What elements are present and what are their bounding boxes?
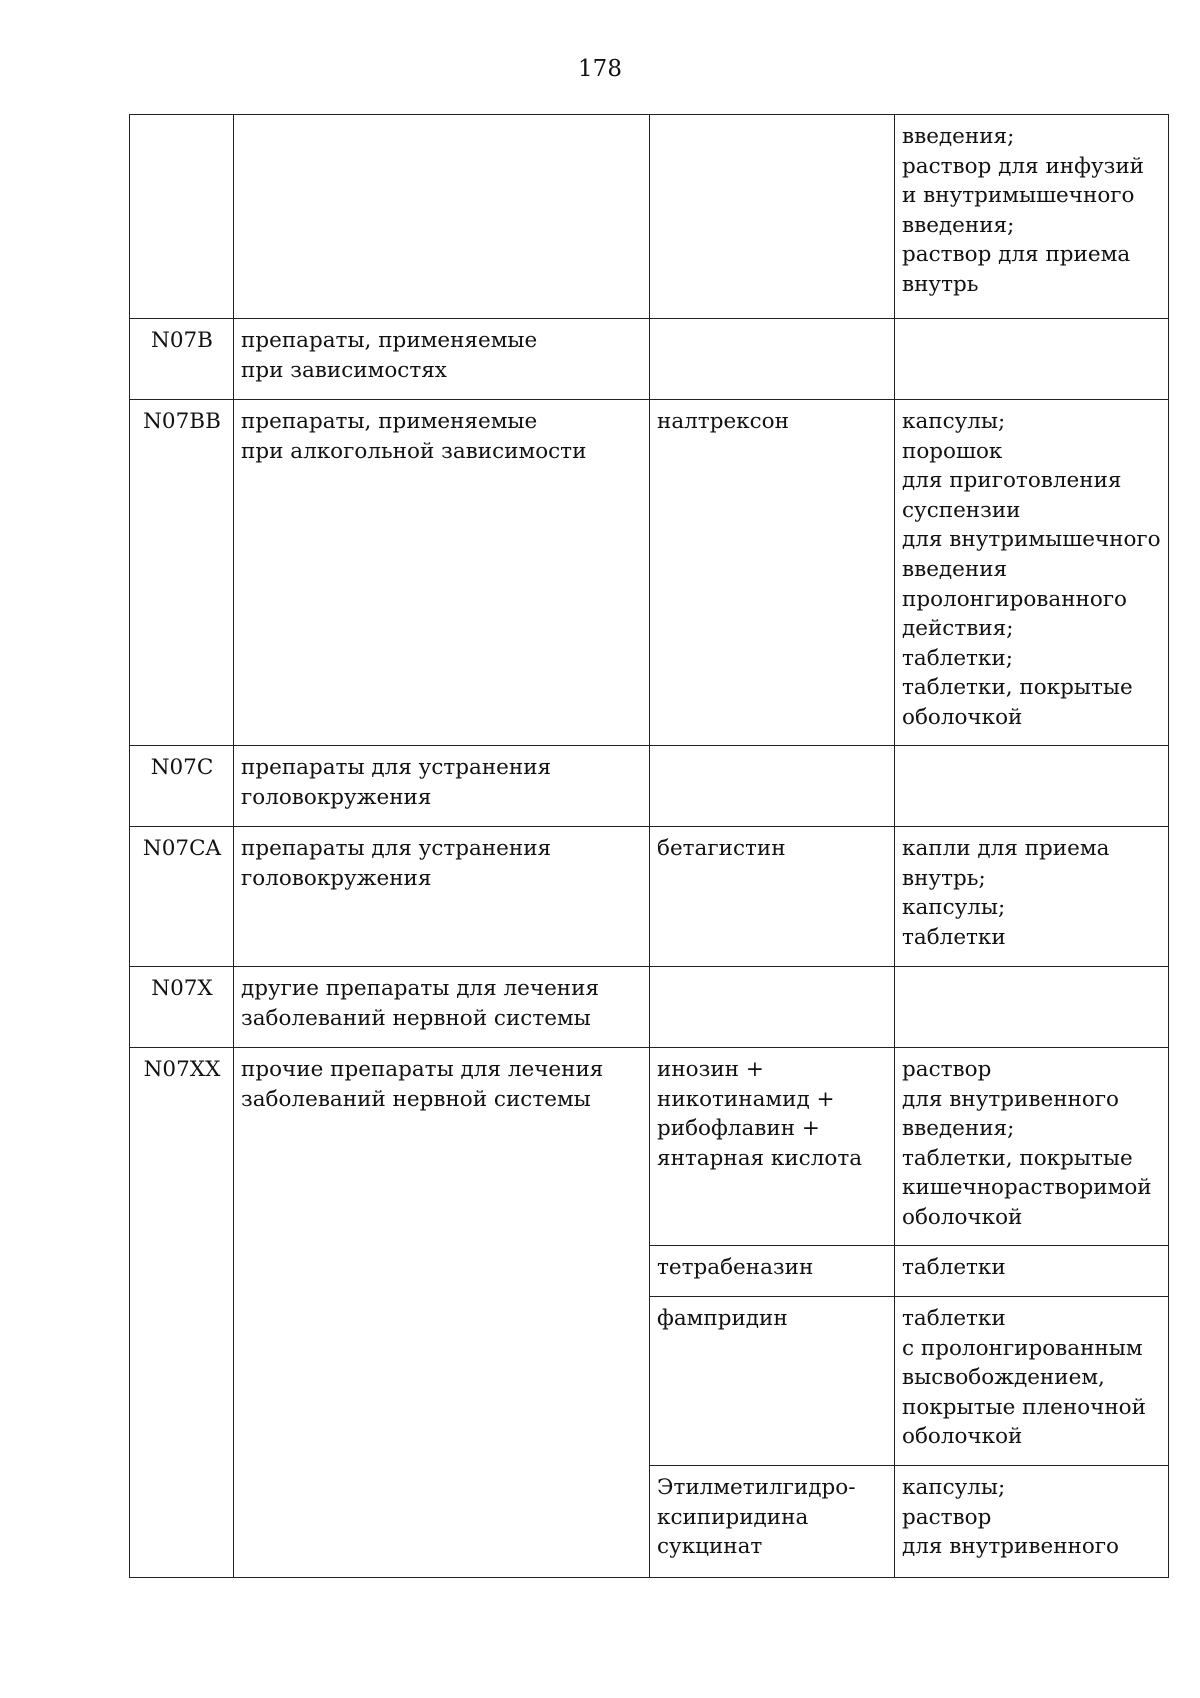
group-line: другие препараты для лечения	[241, 976, 600, 1001]
group-line: при алкогольной зависимости	[241, 438, 587, 464]
dosage-form-cell	[895, 115, 1169, 319]
drug-cell	[650, 746, 895, 827]
dosage-form-line: таблетки, покрытые	[902, 1145, 1133, 1171]
dosage-form-line: кишечнорастворимой	[902, 1175, 1152, 1201]
drug-cell	[650, 827, 895, 967]
dosage-form-cell	[895, 1048, 1169, 1246]
dosage-form-line: для приготовления	[902, 468, 1122, 494]
atc-code-cell: N07XX	[130, 1048, 234, 1578]
dosage-form-line: пролонгированного	[902, 586, 1128, 612]
atc-code-cell: N07CA	[130, 827, 234, 967]
drug-name-line: тетрабеназин	[657, 1255, 814, 1280]
drug-name-line: инозин +	[657, 1057, 764, 1082]
group-line: препараты, применяемые	[241, 328, 538, 353]
dosage-form-line: таблетки	[902, 1255, 1006, 1280]
group-line: головокружения	[241, 865, 432, 891]
dosage-form-cell	[895, 1246, 1169, 1297]
dosage-form-cell	[895, 967, 1169, 1048]
table-row	[130, 400, 1169, 746]
group-line: при зависимостях	[241, 357, 447, 383]
dosage-form-line: введения;	[902, 212, 1015, 238]
drug-cell	[650, 1048, 895, 1246]
group-line: препараты, применяемые	[241, 409, 538, 434]
dosage-form-line: внутрь	[902, 271, 979, 297]
dosage-form-line: капсулы;	[902, 409, 1006, 434]
drug-cell	[650, 1297, 895, 1466]
drug-table	[129, 114, 1169, 1578]
atc-code-cell: N07B	[130, 319, 234, 400]
group-line: препараты для устранения	[241, 755, 552, 780]
table-row	[130, 1048, 1169, 1246]
dosage-form-cell	[895, 746, 1169, 827]
drug-name-line: рибофлавин +	[657, 1116, 820, 1142]
dosage-form-line: введения;	[902, 1116, 1015, 1142]
dosage-form-line: с пролонгированным	[902, 1335, 1143, 1361]
drug-cell	[650, 1466, 895, 1578]
dosage-form-line: внутрь;	[902, 865, 986, 891]
dosage-form-line: и внутримышечного	[902, 183, 1135, 209]
drug-cell	[650, 967, 895, 1048]
drug-cell	[650, 115, 895, 319]
atc-code-cell: N07C	[130, 746, 234, 827]
drug-name-line: никотинамид +	[657, 1086, 835, 1112]
group-line: заболеваний нервной системы	[241, 1005, 591, 1031]
drug-name-line: фампридин	[657, 1306, 788, 1331]
dosage-form-line: оболочкой	[902, 1204, 1023, 1230]
dosage-form-cell	[895, 1297, 1169, 1466]
table-row	[130, 115, 1169, 319]
group-cell	[234, 827, 650, 967]
drug-name-line: налтрексон	[657, 409, 789, 434]
drug-name-line: Этилметилгидро-	[657, 1475, 856, 1500]
group-cell	[234, 967, 650, 1048]
dosage-form-line: капсулы;	[902, 895, 1006, 921]
group-line: препараты для устранения	[241, 836, 552, 861]
dosage-form-line: капли для приема	[902, 836, 1110, 861]
dosage-form-line: покрытые пленочной	[902, 1394, 1146, 1420]
drug-cell	[650, 400, 895, 746]
atc-code-cell: N07X	[130, 967, 234, 1048]
drug-name-line: бетагистин	[657, 836, 786, 861]
dosage-form-line: раствор	[902, 1504, 992, 1530]
dosage-form-line: действия;	[902, 616, 1014, 642]
dosage-form-line: порошок	[902, 438, 1003, 464]
dosage-form-cell	[895, 827, 1169, 967]
dosage-form-line: оболочкой	[902, 704, 1023, 730]
dosage-form-line: таблетки	[902, 1306, 1006, 1331]
group-cell	[234, 319, 650, 400]
drug-cell	[650, 1246, 895, 1297]
dosage-form-line: для внутривенного	[902, 1534, 1120, 1560]
dosage-form-line: таблетки;	[902, 645, 1013, 671]
table-row	[130, 746, 1169, 827]
group-cell	[234, 400, 650, 746]
dosage-form-line: введения;	[902, 124, 1015, 149]
table-row	[130, 827, 1169, 967]
dosage-form-line: для внутривенного	[902, 1086, 1120, 1112]
dosage-form-line: раствор	[902, 1057, 992, 1082]
dosage-form-line: для внутримышечного	[902, 527, 1161, 553]
group-cell	[234, 115, 650, 319]
dosage-form-line: таблетки	[902, 924, 1006, 950]
table-row	[130, 319, 1169, 400]
dosage-form-cell	[895, 319, 1169, 400]
group-line: прочие препараты для лечения	[241, 1057, 604, 1082]
drug-name-line: янтарная кислота	[657, 1145, 863, 1171]
dosage-form-line: оболочкой	[902, 1424, 1023, 1450]
dosage-form-cell	[895, 400, 1169, 746]
atc-code-cell	[130, 115, 234, 319]
dosage-form-line: суспензии	[902, 497, 1021, 523]
dosage-form-line: раствор для приема	[902, 242, 1131, 268]
atc-code-cell: N07BB	[130, 400, 234, 746]
drug-cell	[650, 319, 895, 400]
group-cell	[234, 1048, 650, 1578]
dosage-form-line: таблетки, покрытые	[902, 675, 1133, 701]
dosage-form-line: высвобождением,	[902, 1365, 1105, 1391]
dosage-form-line: введения	[902, 556, 1008, 582]
dosage-form-line: раствор для инфузий	[902, 153, 1144, 179]
table-row	[130, 967, 1169, 1048]
drug-name-line: сукцинат	[657, 1534, 763, 1560]
group-cell	[234, 746, 650, 827]
group-line: головокружения	[241, 784, 432, 810]
group-line: заболеваний нервной системы	[241, 1086, 591, 1112]
page-number: 178	[578, 56, 622, 82]
dosage-form-line: капсулы;	[902, 1475, 1006, 1500]
drug-name-line: ксипиридина	[657, 1504, 809, 1530]
dosage-form-cell	[895, 1466, 1169, 1578]
